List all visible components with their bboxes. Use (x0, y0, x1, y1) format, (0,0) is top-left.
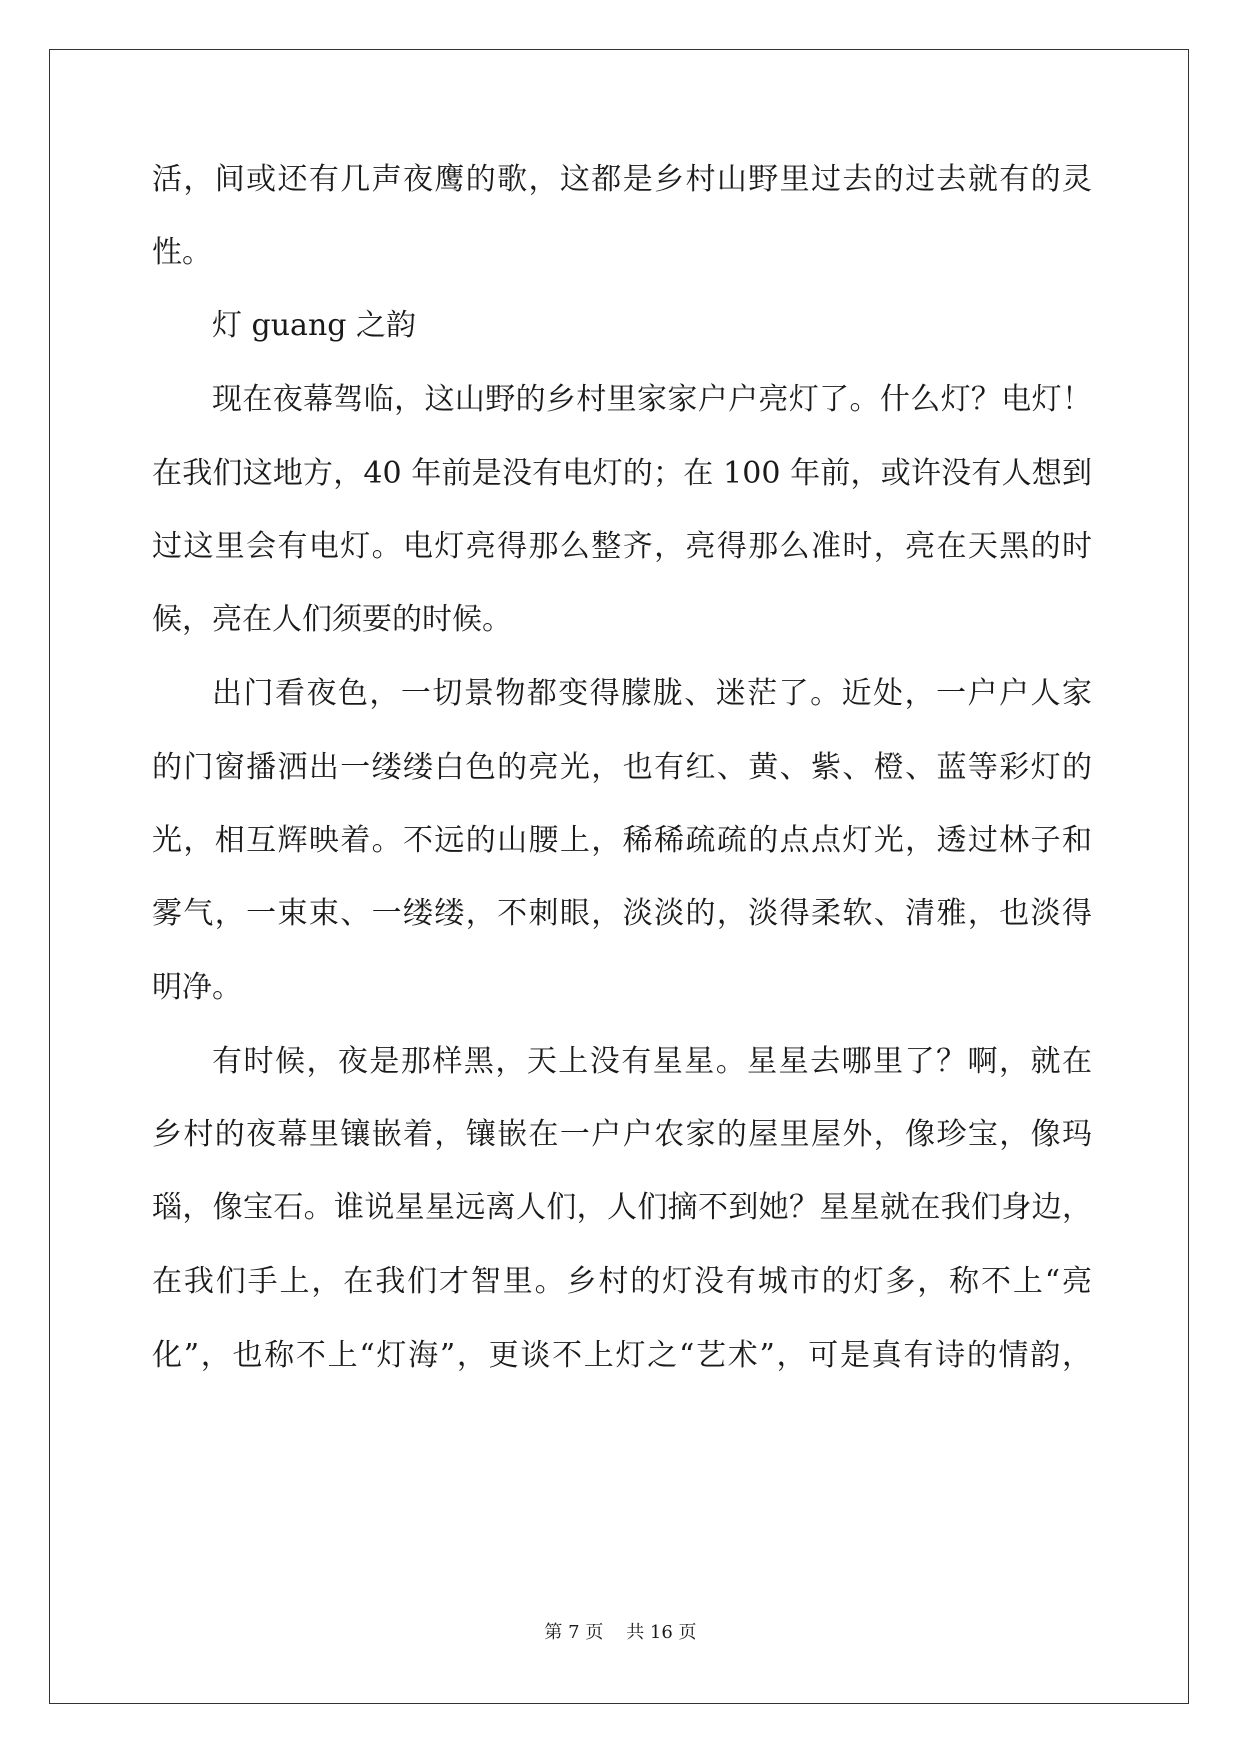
text-line: 光，相互辉映着。不远的山腰上，稀稀疏疏的点点灯光，透过林子和 (152, 823, 1092, 858)
page-border (49, 49, 1189, 1704)
text-line: 乡村的夜幕里镶嵌着，镶嵌在一户户农家的屋里屋外，像珍宝，像玛 (152, 1117, 1092, 1152)
text-line: 的门窗播洒出一缕缕白色的亮光，也有红、黄、紫、橙、蓝等彩灯的 (152, 750, 1092, 785)
text-line: 在我们手上，在我们才智里。乡村的灯没有城市的灯多，称不上“亮 (152, 1264, 1092, 1299)
paragraph-first-line: 现在夜幕驾临，这山野的乡村里家家户户亮灯了。什么灯？电灯！ (212, 382, 1092, 417)
text-line: 瑙，像宝石。谁说星星远离人们，人们摘不到她？星星就在我们身边， (152, 1190, 1092, 1225)
text-line: 候，亮在人们须要的时候。 (152, 602, 512, 637)
text-line: 雾气，一束束、一缕缕，不刺眼，淡淡的，淡得柔软、清雅，也淡得 (152, 896, 1092, 931)
text-line: 过这里会有电灯。电灯亮得那么整齐，亮得那么准时，亮在天黑的时 (152, 529, 1092, 564)
text-line: 性。 (152, 235, 212, 270)
section-heading: 灯 guang 之韵 (212, 308, 417, 343)
page-number-footer: 第 7 页 共 16 页 (544, 1622, 697, 1643)
paragraph-first-line: 出门看夜色，一切景物都变得朦胧、迷茫了。近处，一户户人家 (212, 676, 1092, 711)
text-line: 在我们这地方，40 年前是没有电灯的；在 100 年前，或许没有人想到 (152, 456, 1092, 491)
text-line: 明净。 (152, 970, 242, 1005)
text-line: 活，间或还有几声夜鹰的歌，这都是乡村山野里过去的过去就有的灵 (152, 162, 1092, 197)
text-line: 化”，也称不上“灯海”，更谈不上灯之“艺术”，可是真有诗的情韵， (152, 1338, 1092, 1373)
paragraph-first-line: 有时候，夜是那样黑，天上没有星星。星星去哪里了？啊，就在 (212, 1044, 1092, 1079)
